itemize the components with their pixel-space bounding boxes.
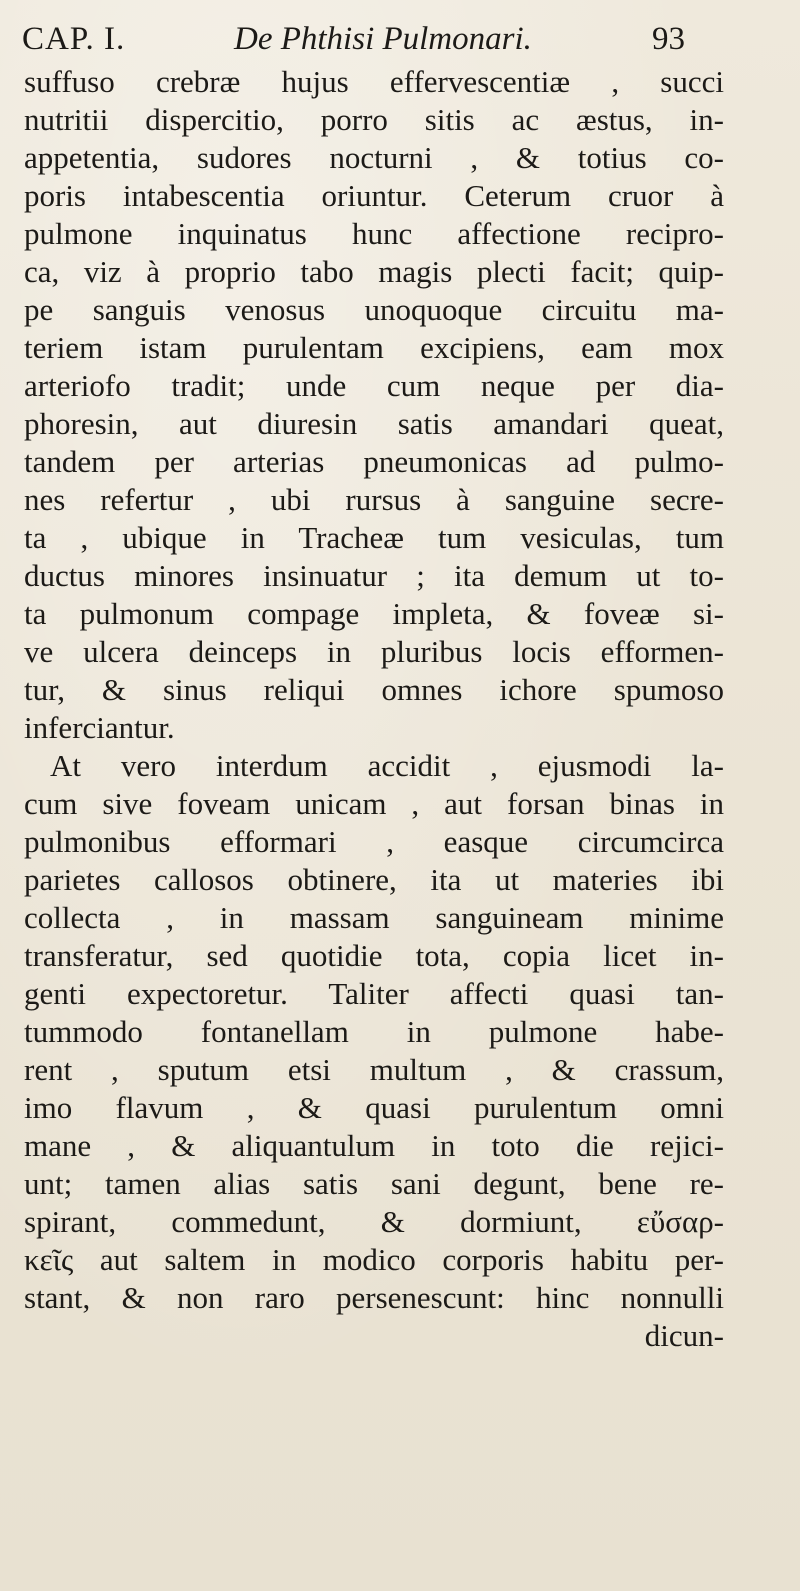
chapter-number: CAP. I.	[22, 21, 126, 57]
text-line: rent , sputum etsi multum , & crassum,	[24, 1052, 724, 1087]
text-line: pulmonibus efformari , easque circumcirca	[24, 824, 724, 859]
text-line: pe sanguis venosus unoquoque circuitu ma-	[24, 292, 724, 327]
catchword: dicun-	[644, 1318, 724, 1353]
text-line: mane , & aliquantulum in toto die rejici-	[24, 1128, 724, 1163]
text-line: tummodo fontanellam in pulmone habe-	[24, 1014, 724, 1049]
running-head	[22, 14, 722, 64]
text-line: ta , ubique in Tracheæ tum vesiculas, tum	[24, 520, 724, 555]
text-line: imo flavum , & quasi purulentum omni	[24, 1090, 724, 1125]
text-line: κεῖς aut saltem in modico corporis habitu per-	[24, 1242, 724, 1277]
text-line: cum sive foveam unicam , aut forsan binas in	[24, 786, 724, 821]
text-line: genti expectoretur. Taliter affecti quasi tan-	[24, 976, 724, 1011]
text-line: collecta , in massam sanguineam minime	[24, 900, 724, 935]
text-line: ca, viz à proprio tabo magis plecti facit; quip-	[24, 254, 724, 289]
body-text	[24, 63, 724, 1355]
text-line: tandem per arterias pneumonicas ad pulmo-	[24, 444, 724, 479]
text-line: stant, & non raro persenescunt: hinc nonnulli	[24, 1280, 724, 1315]
page-number: 93	[652, 21, 685, 57]
text-line: parietes callosos obtinere, ita ut materies ibi	[24, 862, 724, 897]
text-line: ve ulcera deinceps in pluribus locis efformen-	[24, 634, 724, 669]
running-title: De Phthisi Pulmonari.	[234, 21, 532, 57]
text-line: spirant, commedunt, & dormiunt, εὔσαρ-	[24, 1204, 724, 1239]
text-line: arteriofo tradit; unde cum neque per dia-	[24, 368, 724, 403]
text-line: ductus minores insinuatur ; ita demum ut to-	[24, 558, 724, 593]
text-line: tur, & sinus reliqui omnes ichore spumoso	[24, 672, 724, 707]
text-line: nutritii dispercitio, porro sitis ac æstus, in-	[24, 102, 724, 137]
text-line: poris intabescentia oriuntur. Ceterum cruor à	[24, 178, 724, 213]
text-line: phoresin, aut diuresin satis amandari queat,	[24, 406, 724, 441]
text-line: transferatur, sed quotidie tota, copia licet in-	[24, 938, 724, 973]
text-line: At vero interdum accidit , ejusmodi la-	[50, 748, 724, 783]
text-line: appetentia, sudores nocturni , & totius co-	[24, 140, 724, 175]
text-line: teriem istam purulentam excipiens, eam mox	[24, 330, 724, 365]
text-line: inferciantur.	[24, 710, 175, 745]
text-line: nes refertur , ubi rursus à sanguine secre-	[24, 482, 724, 517]
text-line: unt; tamen alias satis sani degunt, bene re-	[24, 1166, 724, 1201]
text-line: pulmone inquinatus hunc affectione recipro-	[24, 216, 724, 251]
text-line: suffuso crebræ hujus effervescentiæ , succi	[24, 64, 724, 99]
text-line: ta pulmonum compage impleta, & foveæ si-	[24, 596, 724, 631]
